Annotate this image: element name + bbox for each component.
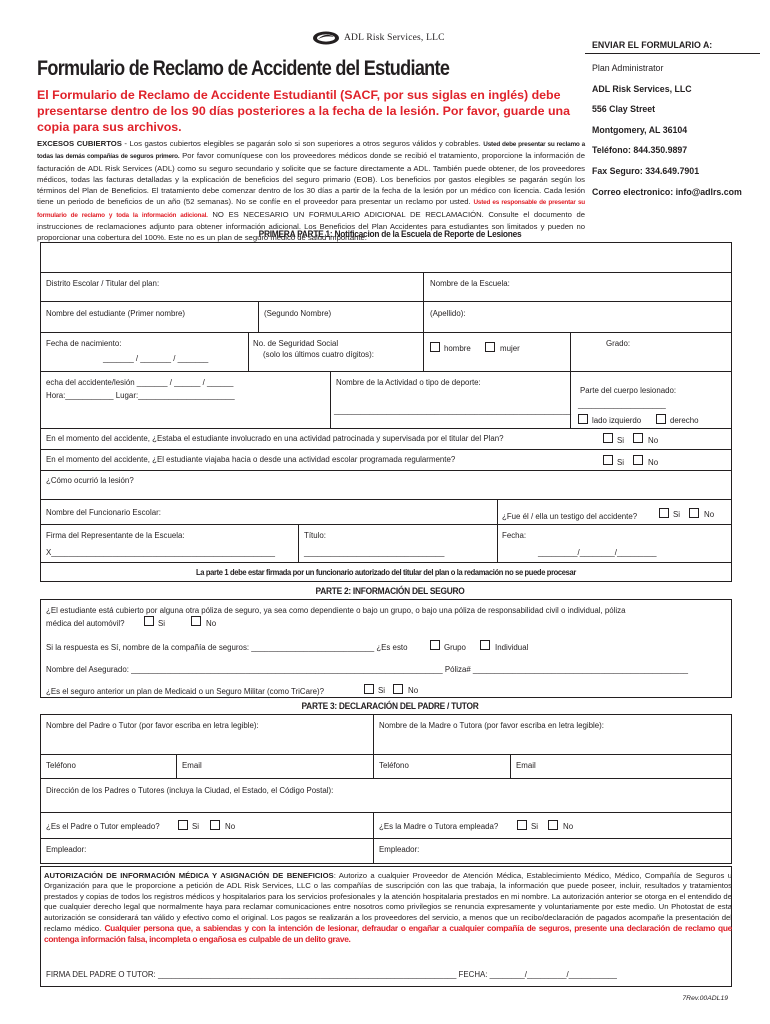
individual-label: Individual [495,643,529,652]
divider [373,812,374,864]
intro-text-2: Por favor comuníquese con los proveedores médicos donde se recibió el tratamiento, proporcione la información de facturación de ADL Risk Services (ADL) como su seguro secundario y solicite que se facture directamente a ADL. También puede obtener, de los proveedores médicos, todas las facturas detalladas y la explicación de beneficios del seguro primario (EOB). Los beneficios por gastos elegibles se pagarán según los términos del Plan de Beneficios. El tratamiento debe comenzar dentro de los 30 días a partir de la fecha de la lesión por un médico con licencia. Cada lesión tiene un periodo de beneficios de un año (52 semanas). No se confíe en el proveedor para presentar un reclamo por usted. [37,151,585,207]
page-title: Formulario de Reclamo de Accidente del Estudiante [37,57,450,80]
divider [40,272,732,273]
address-label: Dirección de los Padres o Tutores (incluya la Ciudad, el Estado, el Código Postal): [46,786,334,795]
mother-employed-yes-checkbox[interactable] [517,820,527,830]
sponsored-yes-checkbox[interactable] [603,433,613,443]
date-label: Fecha: [502,531,527,540]
sponsored-question: En el momento del accidente, ¿Estaba el estudiante involucrado en una actividad patrocinada y supervisada por el titular del Plan? [46,434,504,443]
medicaid-question: ¿Es el seguro anterior un plan de Medicaid o un Seguro Militar (como TriCare)? [46,687,325,696]
female-label: mujer [500,344,520,353]
part3-heading: PARTE 3: DECLARACIÓN DEL PADRE / TUTOR [301,701,479,712]
send-to-label: ENVIAR EL FORMULARIO A: [585,40,760,54]
divider [570,371,571,428]
sponsored-no-checkbox[interactable] [633,433,643,443]
father-phone-label: Teléfono [46,761,76,770]
ssn-sub-label: (solo los últimos cuatro dígitos): [263,350,374,359]
yes-label: Si [158,619,166,628]
witness-no-checkbox[interactable] [689,508,699,518]
send-line: Plan Administrator [592,63,664,73]
witness-yes-checkbox[interactable] [659,508,669,518]
yes-label: Si [617,458,625,467]
divider [298,524,299,562]
mother-phone-label: Teléfono [379,761,409,770]
authorization-text [44,871,732,946]
birth-date-field[interactable]: _______ / _______ / _______ [103,354,209,363]
no-label: No [648,458,659,467]
activity-label: Nombre de la Actividad o tipo de deporte: [336,378,481,387]
divider [423,332,424,371]
divider [258,301,259,332]
body-part-label: Parte del cuerpo lesionado: [580,386,677,395]
yes-label: Si [192,822,200,831]
how-injury-label: ¿Cómo ocurrió la lesión? [46,476,134,485]
female-checkbox[interactable] [485,342,495,352]
divider [176,754,177,778]
divider [330,371,331,428]
divider [40,838,732,839]
medicaid-no-checkbox[interactable] [393,684,403,694]
intro-emphasis: Usted debe presentar su reclamo a todas las demás compañías de seguros primero. [37,141,585,161]
no-label: No [225,822,236,831]
father-employed-question: ¿Es el Padre o Tutor empleado? [46,822,160,831]
send-address [592,63,762,207]
divider [40,778,732,779]
father-employer-label: Empleador: [46,845,87,854]
divider [40,524,732,525]
male-checkbox[interactable] [430,342,440,352]
father-name-label: Nombre del Padre o Tutor (por favor escriba en letra legible): [46,721,259,730]
father-employed-no-checkbox[interactable] [210,820,220,830]
divider [40,332,732,333]
no-label: No [206,619,217,628]
no-label: No [704,510,715,519]
ssn-label: No. de Seguridad Social [253,339,339,348]
auto-medical-label: médica del automóvil? [46,619,125,628]
no-label: No [648,436,659,445]
right-side-checkbox[interactable] [656,414,666,424]
other-insurance-question: ¿El estudiante está cubierto por alguna otra póliza de seguro, ya sea como dependiente o bajo un grupo, o bajo una póliza de responsabilidad civil o individual, póliza [46,606,626,615]
divider [423,301,424,332]
send-line: Montgomery, AL 36104 [592,124,688,135]
guardian-signature-line[interactable]: FIRMA DEL PADRE O TUTOR: ____________________________________________________________________ FECHA: ________/_________/___________ [46,970,617,979]
part2-heading: PARTE 2: INFORMACIÓN DEL SEGURO [315,586,465,597]
mother-email-label: Email [516,761,536,770]
activity-field[interactable]: ______________________________________________________ [334,406,571,415]
date-field[interactable]: _________/________/_________ [538,548,657,557]
divider [497,524,498,562]
mother-employed-no-checkbox[interactable] [548,820,558,830]
send-line: Fax Seguro: 334.649.7901 [592,165,700,176]
left-side-label: lado izquierdo [592,416,642,425]
district-label: Distrito Escolar / Titular del plan: [46,279,160,288]
group-label: Grupo [444,643,466,652]
divider [40,449,732,450]
body-part-field[interactable]: ____________________ [578,400,666,409]
divider [40,812,732,813]
school-official-label: Nombre del Funcionario Escolar: [46,508,161,517]
individual-checkbox[interactable] [480,640,490,650]
send-line: Correo electronico: info@adlrs.com [592,186,742,197]
insured-name-label: Nombre del Asegurado: _______________________________________________________________________ Póliza# _________________________________________________ [46,665,688,674]
intro-responsibility: Usted es responsable de presentar su formulario de reclamo y toda la información adicional. [37,199,585,219]
deadline-notice: El Formulario de Reclamo de Accidente Estudiantil (SACF, por sus siglas en inglés) debe presentarse dentro de los 90 días posteriores a la fecha de la lesión. Por favor, guarde una copia para sus archivos. [37,88,570,134]
intro-text-3: NO ES NECESARIO UN FORMULARIO ADICIONAL DE RECLAMACIÓN. Consulte el documento de instrucciones de reclamaciones adjunto para obtener información adicional. Los Beneficios del Plan Accidentes para estudiantes son limitados y pueden no proporcionar una cobertura del 100%. Este no es un plan de seguro médico de salud importante. [37,209,585,243]
signature-field[interactable]: X___________________________________________________ [46,548,276,557]
signature-label: Firma del Representante de la Escuela: [46,531,185,540]
divider [497,499,498,524]
yes-label: Si [617,436,625,445]
medicaid-yes-checkbox[interactable] [364,684,374,694]
revision-code: 7Rev.00ADL19 [682,995,728,1002]
title-label: Título: [304,531,326,540]
group-checkbox[interactable] [430,640,440,650]
school-name-label: Nombre de la Escuela: [430,279,510,288]
student-middle-name-label: (Segundo Nombre) [264,309,332,318]
student-last-name-label: (Apellido): [430,309,466,318]
send-line: 556 Clay Street [592,104,656,115]
part1-signature-note: La parte 1 debe estar firmada por un funcionario autorizado del titular del plan o la redamación no se puede procesar [196,567,576,577]
divider [40,562,732,563]
send-line: ADL Risk Services, LLC [592,83,692,94]
logo-text: ADL Risk Services, LLC [344,33,445,43]
divider [40,371,732,372]
mother-name-label: Nombre de la Madre o Tutora (por favor escriba en letra legible): [379,721,604,730]
mother-employer-label: Empleador: [379,845,420,854]
authorization-body: : Autorizo a cualquier Proveedor de Atención Médica, Establecimiento Médico, Médico, Compañía de Seguros u Organización para que le proporcione a petición de ADL Risk Services, LLC o las compañías de suscripción con las que trabaja, la información que puede poseer, incluir, resultados y tratamientos prestados y copias de todos los registros médicos y hospitalarios para los servicios profesionales y la atención hospitalaria prestados en mi nombre. La autorización anterior se otorga en el entendido de que cualquier derecho legal que normalmente haya para reclamar comunicaciones entre nosotros como privilegios se renuncia expresamente y voluntariamente por este medio. Un Photostat de esta autorización se considerará tan válido y efectivo como el original. Los pagos se realizarán a los proveedores del servicio, a menos que un recibo/declaración de pagados acompañe la presentación del reclamo médico. [44,871,732,934]
authorization-lead: AUTORIZACIÓN DE INFORMACIÓN MÉDICA Y ASIGNACIÓN DE BENEFICIOS [44,871,334,880]
travel-question: En el momento del accidente, ¿El estudiante viajaba hacia o desde una actividad escolar programada regularmente? [46,455,456,464]
logo-mark-icon [312,30,340,46]
divider [570,332,571,371]
other-insurance-yes-checkbox[interactable] [144,616,154,626]
left-side-checkbox[interactable] [578,414,588,424]
no-label: No [408,686,419,695]
fraud-warning: Cualquier persona que, a sabiendas y con la intención de lesionar, defraudar o engañar a cualquier compañía de seguros, presente una declaración de reclamo que contenga información falsa, incompleta o engañosa es culpable de un delito grave. [44,923,733,945]
send-line: Teléfono: 844.350.9897 [592,145,688,156]
part1-heading: PRIMERA PARTE 1: Notificacion de la Escuela de Reporte de Lesiones [258,229,522,240]
divider [373,714,374,778]
intro-lead: EXCESOS CUBIERTOS [37,139,122,148]
intro-paragraph [37,138,585,244]
grade-label: Grado: [606,339,631,348]
divider [40,301,732,302]
travel-no-checkbox[interactable] [633,455,643,465]
right-side-label: derecho [670,416,699,425]
student-first-name-label: Nombre del estudiante (Primer nombre) [46,309,186,318]
witness-question: ¿Fue él / ella un testigo del accidente? [502,512,638,521]
yes-label: Si [673,510,681,519]
father-employed-yes-checkbox[interactable] [178,820,188,830]
mother-employed-question: ¿Es la Madre o Tutora empleada? [379,822,499,831]
other-insurance-no-checkbox[interactable] [191,616,201,626]
company-logo [312,30,445,46]
divider [40,428,732,429]
divider [423,272,424,301]
accident-date-label: echa del accidente/lesión _______ / ______ / ______ [46,378,234,387]
male-label: hombre [444,344,471,353]
divider [40,470,732,471]
yes-label: Si [531,822,539,831]
travel-yes-checkbox[interactable] [603,455,613,465]
title-field[interactable]: ________________________________ [304,548,445,557]
yes-label: Si [378,686,386,695]
divider [40,754,732,755]
insurance-company-label: Si la respuesta es Sí, nombre de la compañía de seguros: ____________________________ ¿Es esto [46,643,408,652]
divider [510,754,511,778]
hour-place-label: Hora:___________ Lugar:______________________ [46,391,235,400]
divider [248,332,249,371]
father-email-label: Email [182,761,202,770]
no-label: No [563,822,574,831]
divider [40,499,732,500]
birth-date-label: Fecha de nacimiento: [46,339,122,348]
intro-text-1: - Los gastos cubiertos elegibles se pagarán solo si son superiores a otros seguros válidos y cobrables. [121,139,484,148]
